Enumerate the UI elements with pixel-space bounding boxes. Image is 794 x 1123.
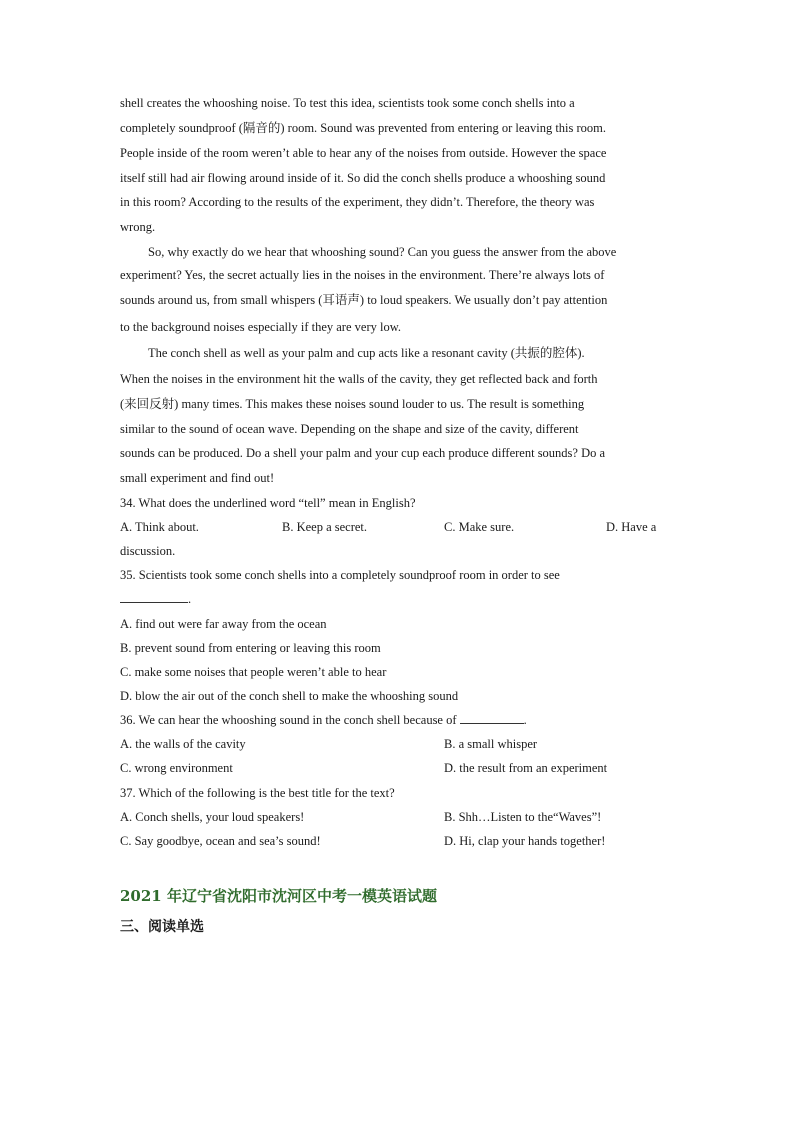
question-34-stem: 34. What does the underlined word “tell” mean in English? — [120, 496, 416, 510]
passage-line: (来回反射) many times. This makes these noises sound louder to us. The result is something — [120, 397, 585, 411]
question-36: 36. We can hear the whooshing sound in the conch shell because of . — [120, 713, 527, 727]
passage-line: to the background noises especially if they are very low. — [120, 320, 402, 334]
q36-option-c[interactable]: C. wrong environment — [120, 761, 233, 775]
q34-option-c[interactable]: C. Make sure. — [444, 520, 515, 534]
q37-option-d[interactable]: D. Hi, clap your hands together! — [444, 834, 606, 848]
q35-option-c[interactable]: C. make some noises that people weren’t able to hear — [120, 665, 387, 679]
passage-line: sounds can be produced. Do a shell your palm and your cup each produce different sounds? Do a — [120, 446, 606, 460]
question-37-stem: 37. Which of the following is the best title for the text? — [120, 786, 395, 800]
passage-line: completely soundproof (隔音的) room. Sound was prevented from entering or leaving this room. — [120, 121, 607, 135]
q34-option-a[interactable]: A. Think about. — [120, 520, 199, 534]
question-36-stem: 36. We can hear the whooshing sound in the conch shell because of — [120, 713, 457, 727]
q35-option-d[interactable]: D. blow the air out of the conch shell to make the whooshing sound — [120, 689, 459, 703]
passage-line: sounds around us, from small whispers (耳语声) to loud speakers. We usually don’t pay attention — [120, 293, 608, 307]
q37-option-a[interactable]: A. Conch shells, your loud speakers! — [120, 810, 305, 824]
passage-line: shell creates the whooshing noise. To test this idea, scientists took some conch shells into a — [120, 96, 575, 110]
passage-line: When the noises in the environment hit the walls of the cavity, they get reflected back and forth — [120, 372, 598, 386]
passage-line: small experiment and find out! — [120, 471, 275, 485]
passage-line: wrong. — [120, 220, 156, 234]
passage-line: in this room? According to the results of the experiment, they didn’t. Therefore, the theory was — [120, 195, 595, 209]
q35-option-b[interactable]: B. prevent sound from entering or leaving this room — [120, 641, 381, 655]
q37-option-c[interactable]: C. Say goodbye, ocean and sea’s sound! — [120, 834, 321, 848]
passage-line: The conch shell as well as your palm and cup acts like a resonant cavity (共振的腔体). — [148, 346, 585, 360]
q34-option-d-continued: discussion. — [120, 544, 176, 558]
q36-option-d[interactable]: D. the result from an experiment — [444, 761, 608, 775]
section-subtitle: 三、阅读单选 — [120, 919, 204, 935]
passage-line: itself still had air flowing around inside of it. So did the conch shells produce a whooshing sound — [120, 171, 606, 185]
section-title: 2021 年辽宁省沈阳市沈河区中考一模英语试题 — [120, 887, 437, 905]
q36-option-a[interactable]: A. the walls of the cavity — [120, 737, 246, 751]
question-35-stem: 35. Scientists took some conch shells into a completely soundproof room in order to see — [120, 568, 560, 582]
q37-option-b[interactable]: B. Shh…Listen to the“Waves”! — [444, 810, 602, 824]
q36-option-b[interactable]: B. a small whisper — [444, 737, 538, 751]
q34-option-b[interactable]: B. Keep a secret. — [282, 520, 368, 534]
q35-answer-blank: . — [120, 589, 191, 609]
passage-line: similar to the sound of ocean wave. Depending on the shape and size of the cavity, different — [120, 422, 579, 436]
passage-line: So, why exactly do we hear that whooshing sound? Can you guess the answer from the above — [148, 245, 617, 259]
q36-answer-blank — [460, 711, 524, 724]
passage-line: People inside of the room weren’t able to hear any of the noises from outside. However the space — [120, 146, 607, 160]
q34-option-d[interactable]: D. Have a — [606, 520, 657, 534]
q35-option-a[interactable]: A. find out were far away from the ocean — [120, 617, 327, 631]
passage-line: experiment? Yes, the secret actually lies in the noises in the environment. There’re always lots of — [120, 268, 605, 282]
